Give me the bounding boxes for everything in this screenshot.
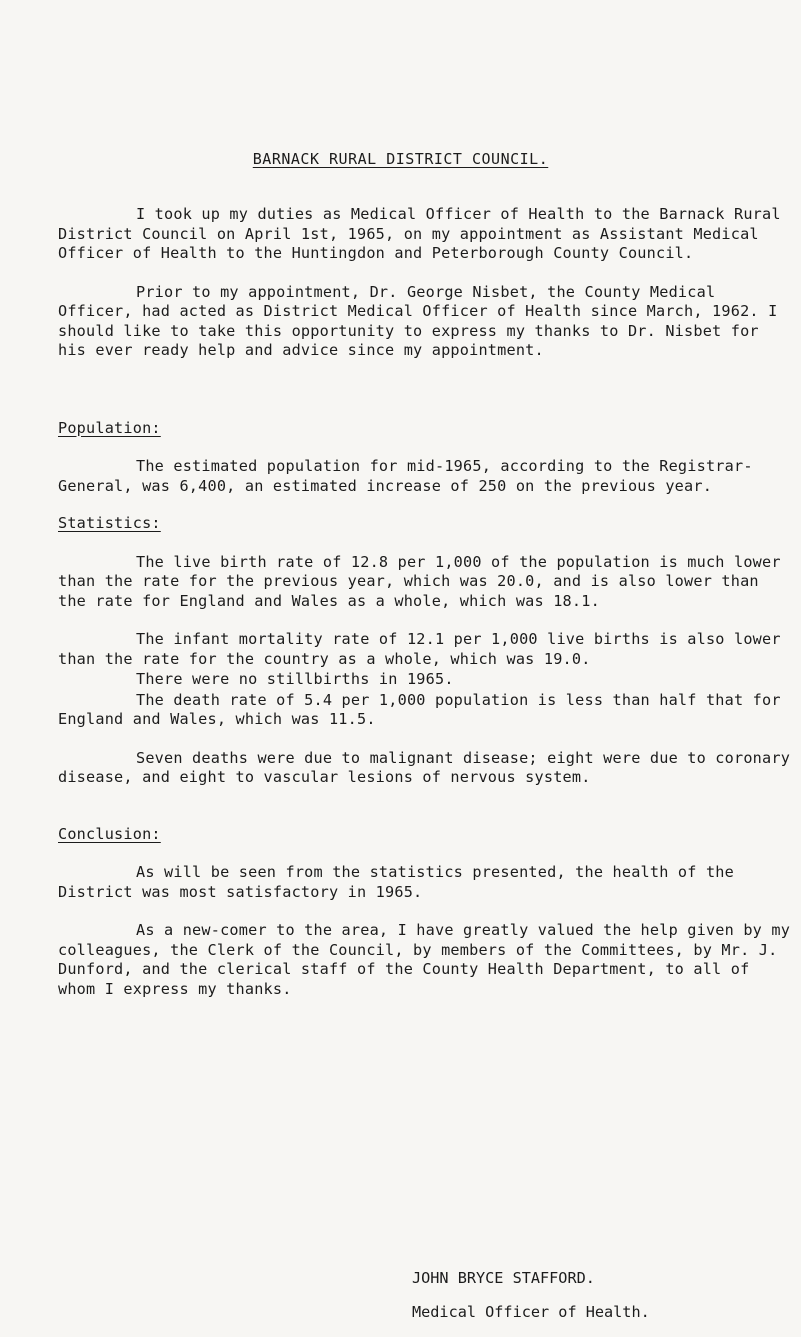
conclusion-paragraph: As a new-comer to the area, I have greatly valued the help given by my colleagues, the Clerk of the Council, by members of the Committees, by Mr. J. Dunford, and the clerical staff of the County Health Department, to all of whom I express my thanks. (58, 921, 791, 998)
statistics-paragraph: The infant mortality rate of 12.1 per 1,000 live births is also lower than the rate for the country as a whole, which was 19.0. (58, 630, 781, 668)
conclusion-paragraph: As will be seen from the statistics presented, the health of the District was most satisfactory in 1965. (58, 863, 734, 901)
signatory-role: Medical Officer of Health. (412, 1303, 650, 1321)
document-title (0, 150, 801, 168)
population-paragraph: The estimated population for mid-1965, according to the Registrar-General, was 6,400, an estimated increase of 250 on the previous year. (58, 457, 753, 495)
statistics-paragraph: There were no stillbirths in 1965. (136, 670, 454, 688)
report-body (58, 205, 793, 999)
statistics-paragraph: Seven deaths were due to malignant disease; eight were due to coronary disease, and eight to vascular lesions of nervous system. (58, 748, 791, 786)
council-name: BARNACK RURAL DISTRICT COUNCIL. (252, 150, 549, 168)
statistics-paragraph: The live birth rate of 12.8 per 1,000 of the population is much lower than the rate for the previous year, which was 20.0, and is also lower than the rate for England and Wales as a whole, which was 18.1. (58, 552, 781, 610)
statistics-paragraph: The death rate of 5.4 per 1,000 population is less than half that for England and Wales, which was 11.5. (58, 690, 781, 728)
intro-paragraph: Prior to my appointment, Dr. George Nisbet, the County Medical Officer, had acted as District Medical Officer of Health since March, 1962. I should like to take this opportunity to express my thanks to Dr. Nisbet for his ever ready help and advice since my appointment. (58, 282, 778, 359)
intro-paragraph: I took up my duties as Medical Officer of Health to the Barnack Rural District Council on April 1st, 1965, on my appointment as Assistant Medical Officer of Health to the Huntingdon and Peterborough County Council. (58, 205, 781, 262)
signature-block (412, 1261, 650, 1329)
section-heading-statistics: Statistics: (58, 514, 161, 532)
section-heading-population: Population: (58, 418, 161, 437)
section-heading-conclusion: Conclusion: (58, 824, 161, 843)
signatory-name: JOHN BRYCE STAFFORD. (412, 1269, 595, 1287)
